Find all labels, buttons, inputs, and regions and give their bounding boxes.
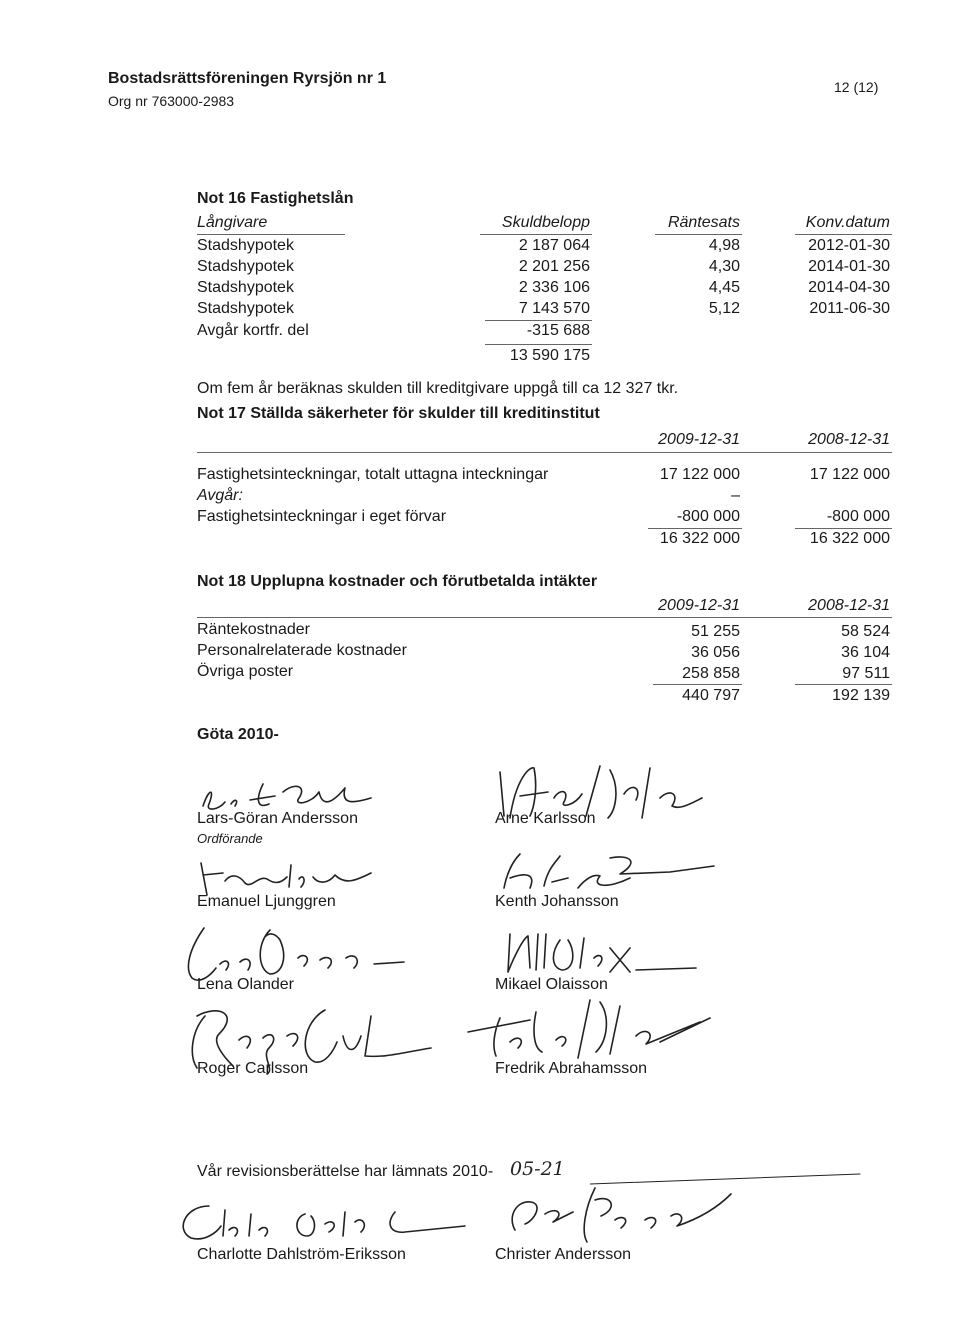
note16-underline-lender [197, 234, 345, 235]
note17-total-2009: 16 322 000 [659, 530, 740, 547]
note16-total-rule [485, 344, 592, 345]
note18-col-2008: 2008-12-31 [808, 597, 890, 614]
note16-total: 13 590 175 [509, 347, 590, 364]
signatory-name: Roger Carlsson [197, 1060, 309, 1077]
value-2009: 36 056 [691, 644, 740, 661]
signature-mikael [490, 928, 710, 978]
item-label: Personalrelaterade kostnader [197, 642, 407, 659]
date-cell: 2011-06-30 [809, 300, 890, 317]
lender-cell: Stadshypotek [197, 300, 294, 317]
note17-col-2009: 2009-12-31 [658, 431, 740, 448]
note18-sum-rule-2008 [795, 684, 892, 685]
date-cell: 2014-01-30 [808, 258, 890, 275]
page-number: 12 (12) [834, 79, 879, 95]
audit-handwritten-date: 05-21 [510, 1158, 565, 1180]
auditor-name: Christer Andersson [495, 1246, 632, 1263]
audit-date-line [590, 1170, 870, 1190]
note17-col-2008: 2008-12-31 [808, 431, 890, 448]
amount-cell: 2 201 256 [518, 258, 590, 275]
note16-title: Not 16 Fastighetslån [197, 190, 354, 207]
note16-remark: Om fem år beräknas skulden till kreditgivare uppgå till ca 12 327 tkr. [197, 380, 679, 397]
date-cell: 2012-01-30 [808, 237, 890, 254]
note18-col-2009: 2009-12-31 [658, 597, 740, 614]
signature-charlotte [165, 1192, 485, 1252]
signature-kenth [490, 848, 720, 898]
note16-col-lender: Långivare [197, 214, 268, 231]
note16-sum-rule [485, 320, 592, 321]
note17-row1-label: Fastighetsinteckningar, totalt uttagna inteckningar [197, 466, 549, 483]
note17-title: Not 17 Ställda säkerheter för skulder till kreditinstitut [197, 405, 600, 422]
note18-sum-rule-2009 [653, 684, 742, 685]
note17-avgar-label: Avgår: [197, 487, 243, 504]
amount-cell: 2 187 064 [518, 237, 590, 254]
signatory-name: Lena Olander [197, 976, 294, 993]
note17-avgar-dash: – [731, 487, 740, 504]
note16-deduct-label: Avgår kortfr. del [197, 322, 309, 339]
value-2008: 58 524 [841, 623, 890, 640]
signatory-name: Arne Karlsson [495, 810, 596, 827]
audit-statement: Vår revisionsberättelse har lämnats 2010- [197, 1163, 494, 1180]
lender-cell: Stadshypotek [197, 258, 294, 275]
note17-row1-2008: 17 122 000 [809, 466, 890, 483]
value-2009: 258 858 [682, 665, 740, 682]
auditor-name: Charlotte Dahlström-Eriksson [197, 1246, 406, 1263]
note16-underline-amount [480, 234, 592, 235]
note16-col-amount: Skuldbelopp [501, 214, 590, 231]
date-cell: 2014-04-30 [808, 279, 890, 296]
signatory-name: Fredrik Abrahamsson [495, 1060, 648, 1077]
item-label: Övriga poster [197, 663, 294, 680]
note17-row1-2009: 17 122 000 [659, 466, 740, 483]
organization-name: Bostadsrättsföreningen Ryrsjön nr 1 [108, 70, 387, 87]
signature-fredrik [460, 992, 720, 1062]
rate-cell: 4,98 [708, 237, 740, 254]
note16-underline-rate [655, 234, 742, 235]
note17-sum-rule-2008 [795, 528, 892, 529]
signing-place-date: Göta 2010- [197, 726, 279, 743]
rate-cell: 4,45 [708, 279, 740, 296]
note16-col-conv-date: Konv.datum [805, 214, 890, 231]
note18-title: Not 18 Upplupna kostnader och förutbetalda intäkter [197, 573, 598, 590]
note17-sum-rule-2009 [648, 528, 742, 529]
amount-cell: 7 143 570 [518, 300, 590, 317]
value-2008: 97 511 [842, 665, 890, 682]
signatory-name: Kenth Johansson [495, 893, 619, 910]
note17-total-2008: 16 322 000 [809, 530, 890, 547]
note16-deduct-value: -315 688 [526, 322, 590, 339]
signatory-name: Lars-Göran Andersson [197, 810, 358, 827]
rate-cell: 4,30 [708, 258, 740, 275]
note17-row2-label: Fastighetsinteckningar i eget förvar [197, 508, 447, 525]
value-2008: 36 104 [841, 644, 890, 661]
amount-cell: 2 336 106 [518, 279, 590, 296]
note16-underline-date [795, 234, 892, 235]
lender-cell: Stadshypotek [197, 279, 294, 296]
note16-col-rate: Räntesats [667, 214, 740, 231]
signatory-name: Mikael Olaisson [495, 976, 608, 993]
item-label: Räntekostnader [197, 621, 310, 638]
signature-christer [495, 1180, 735, 1250]
note18-header-rule [197, 617, 892, 618]
signatory-role: Ordförande [197, 831, 263, 846]
org-number: Org nr 763000-2983 [108, 93, 235, 109]
note18-total-2009: 440 797 [682, 687, 740, 704]
rate-cell: 5,12 [708, 300, 740, 317]
lender-cell: Stadshypotek [197, 237, 294, 254]
value-2009: 51 255 [691, 623, 740, 640]
note17-row2-2008: -800 000 [826, 508, 890, 525]
note17-row2-2009: -800 000 [676, 508, 740, 525]
note18-total-2008: 192 139 [832, 687, 890, 704]
signatory-name: Emanuel Ljunggren [197, 893, 336, 910]
note17-header-rule [197, 452, 892, 453]
